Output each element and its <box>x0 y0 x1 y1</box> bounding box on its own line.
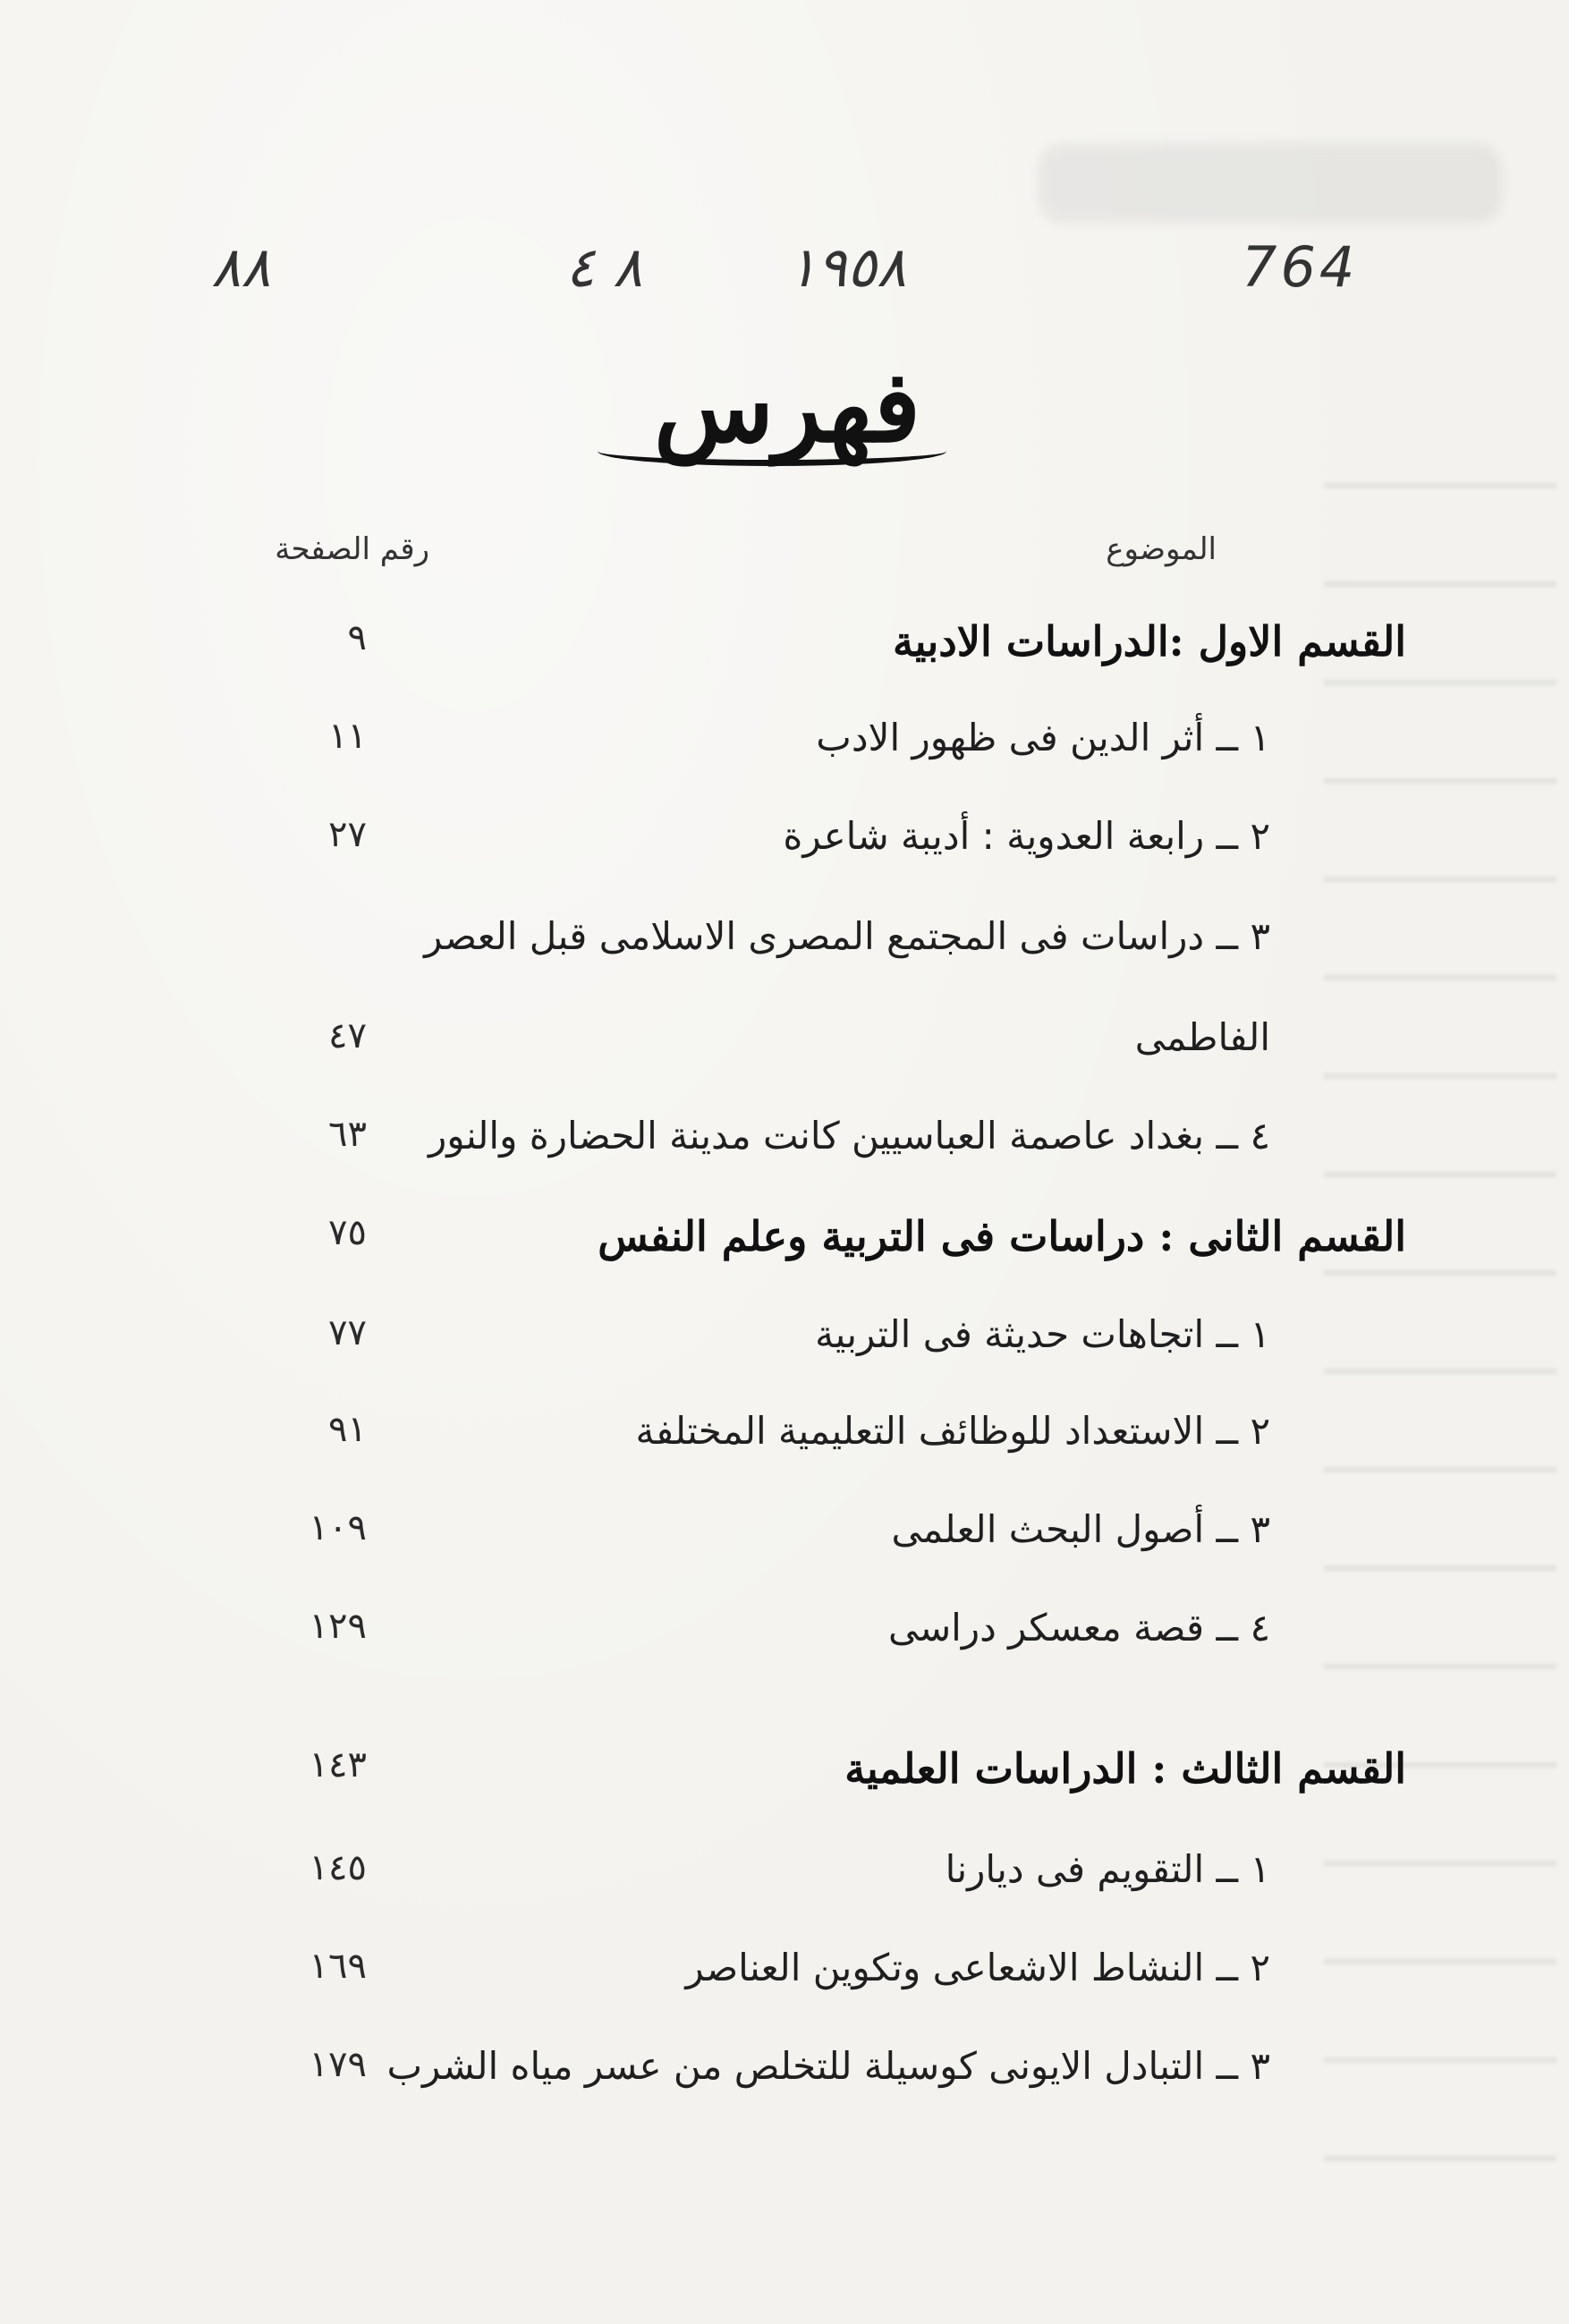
toc-entry-text: ٢ ــ الاستعداد للوظائف التعليمية المختلفة <box>635 1409 1270 1453</box>
column-header-page: رقم الصفحة <box>275 531 429 567</box>
toc-row <box>268 1946 1406 2008</box>
toc-entry-text: ٤ ــ بغداد عاصمة العباسيين كانت مدينة الحضارة والنور <box>428 1114 1270 1158</box>
toc-entry-text: ٣ ــ التبادل الايونى كوسيلة للتخلص من عسر مياه الشرب <box>386 2044 1270 2088</box>
toc-entry-text: القسم الثانى : دراسات فى التربية وعلم النفس <box>598 1212 1406 1260</box>
toc-entry-page: ١٤٥ <box>309 1847 367 1888</box>
toc-entry-page: ١٠٩ <box>309 1507 367 1548</box>
toc-row <box>268 2044 1406 2107</box>
toc-entry-page: ٦٣ <box>328 1114 367 1155</box>
toc-entry-page: ١٤٣ <box>309 1744 367 1785</box>
handwritten-note-right: 764 <box>1242 234 1359 300</box>
toc-row <box>268 1744 1406 1807</box>
toc-entry-page: ٩١ <box>328 1409 367 1450</box>
toc-entry-text: ١ ــ التقويم فى ديارنا <box>945 1847 1270 1891</box>
toc-row <box>268 1409 1406 1472</box>
toc-entry-text: الفاطمى <box>1134 1015 1270 1059</box>
toc-row <box>268 1606 1406 1668</box>
column-header-subject: الموضوع <box>1106 531 1217 567</box>
toc-entry-text: ١ ــ اتجاهات حديثة فى التربية <box>815 1312 1270 1356</box>
toc-entry-page: ١١ <box>328 716 367 757</box>
title-underline <box>598 437 946 466</box>
handwritten-note-mid-a: ٨ ٤ <box>565 234 643 300</box>
handwritten-note-mid-b: ١٩٥٨ <box>787 234 907 300</box>
toc-row <box>268 1507 1406 1570</box>
toc-entry-page: ٩ <box>347 617 367 658</box>
toc-row <box>268 1847 1406 1910</box>
toc-row <box>268 617 1406 680</box>
handwritten-note-left: ٨٨ <box>211 234 271 300</box>
toc-entry-text: ٣ ــ دراسات فى المجتمع المصرى الاسلامى قبل العصر <box>424 914 1270 958</box>
toc-entry-text: ١ ــ أثر الدين فى ظهور الادب <box>816 716 1270 759</box>
toc-row <box>268 1212 1406 1275</box>
toc-entry-text: ٣ ــ أصول البحث العلمى <box>891 1507 1270 1551</box>
toc-entry-text: ٤ ــ قصة معسكر دراسى <box>887 1606 1270 1650</box>
toc-entry-text: ٢ ــ النشاط الاشعاعى وتكوين العناصر <box>685 1946 1270 1989</box>
toc-entry-page: ٧٥ <box>328 1212 367 1253</box>
toc-entry-text: القسم الاول :الدراسات الادبية <box>892 617 1406 666</box>
toc-row <box>268 914 1406 977</box>
toc-row <box>268 716 1406 778</box>
toc-entry-page: ٢٧ <box>328 814 367 855</box>
toc-entry-page: ١٧٩ <box>309 2044 367 2085</box>
toc-row <box>268 1114 1406 1176</box>
toc-row <box>268 1312 1406 1375</box>
page-title: فهرس <box>653 349 921 464</box>
bleed-through-shadow <box>1038 143 1503 224</box>
toc-row <box>268 1015 1406 1078</box>
toc-entry-text: القسم الثالث : الدراسات العلمية <box>844 1744 1406 1793</box>
toc-entry-page: ١٢٩ <box>309 1606 367 1647</box>
toc-entry-page: ١٦٩ <box>309 1946 367 1987</box>
toc-entry-page: ٤٧ <box>328 1015 367 1056</box>
toc-entry-text: ٢ ــ رابعة العدوية : أديبة شاعرة <box>783 814 1270 858</box>
toc-entry-page: ٧٧ <box>328 1312 367 1353</box>
toc-row <box>268 814 1406 877</box>
